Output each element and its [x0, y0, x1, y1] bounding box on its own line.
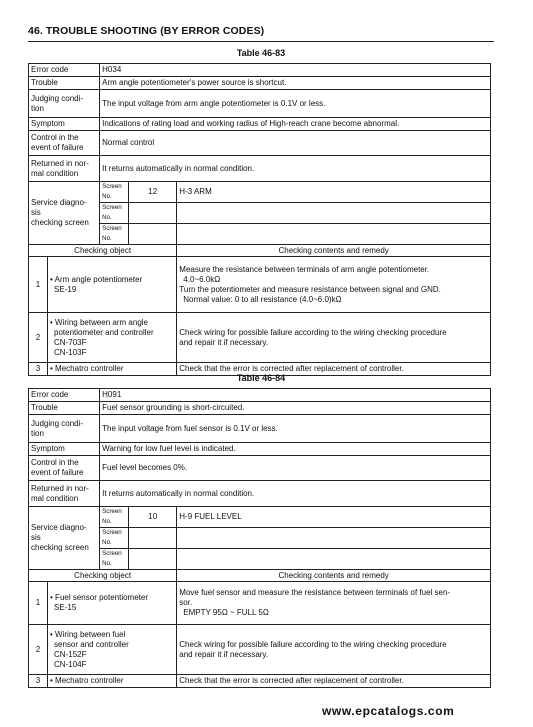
label-error-code: Error code	[29, 64, 100, 77]
screen-name-empty	[177, 203, 491, 224]
value-error-code: H091	[100, 389, 491, 402]
screen-name: H-3 ARM	[177, 182, 491, 203]
screen-number: 10	[129, 507, 177, 528]
label-control: Control in the event of failure	[29, 131, 100, 156]
check-row	[29, 675, 491, 688]
label-trouble: Trouble	[29, 77, 100, 90]
row-control	[29, 131, 491, 156]
checking-contents-header: Checking contents and remedy	[177, 570, 491, 582]
check-object: • Wiring between arm angle potentiometer and controller CN-703F CN-103F	[48, 313, 177, 363]
screen-number-empty	[129, 528, 177, 549]
label-returned: Returned in nor- mal condition	[29, 481, 100, 507]
row-symptom	[29, 118, 491, 131]
check-remedy: Check that the error is corrected after replacement of controller.	[177, 675, 491, 688]
error-table-2	[28, 388, 491, 688]
value-symptom: Indications of rating load and working radius of High-reach crane become abnormal.	[100, 118, 491, 131]
screen-name: H-9 FUEL LEVEL	[177, 507, 491, 528]
row-returned	[29, 156, 491, 182]
page-heading: 46. TROUBLE SHOOTING (BY ERROR CODES)	[28, 25, 265, 37]
check-remedy: Check that the error is corrected after replacement of controller.	[177, 363, 491, 376]
label-trouble: Trouble	[29, 402, 100, 415]
heading-rule	[28, 41, 494, 42]
check-row	[29, 625, 491, 675]
label-judging: Judging condi- tion	[29, 415, 100, 443]
row-trouble	[29, 77, 491, 90]
value-control: Fuel level becomes 0%.	[100, 456, 491, 481]
row-symptom	[29, 443, 491, 456]
check-row	[29, 313, 491, 363]
check-row	[29, 582, 491, 625]
row-error-code	[29, 64, 491, 77]
label-service: Service diagno- sis checking screen	[29, 182, 100, 245]
table-caption-2: Table 46-84	[236, 373, 286, 383]
screen-no-label: Screen No.	[100, 224, 129, 245]
value-trouble: Arm angle potentiometer's power source is shortcut.	[100, 77, 491, 90]
check-remedy: Check wiring for possible failure according to the wiring checking procedure and repair it if necessary.	[177, 625, 491, 675]
screen-name-empty	[177, 528, 491, 549]
label-returned: Returned in nor- mal condition	[29, 156, 100, 182]
row-judging	[29, 90, 491, 118]
row-control	[29, 456, 491, 481]
check-object: • Arm angle potentiometer SE-19	[48, 257, 177, 313]
screen-no-label: Screen No.	[100, 528, 129, 549]
check-number: 2	[29, 313, 48, 363]
screen-name-empty	[177, 549, 491, 570]
check-object: • Mechatro controller	[48, 675, 177, 688]
value-error-code: H034	[100, 64, 491, 77]
footer-watermark: www.epcatalogs.com	[322, 704, 455, 718]
value-judging: The input voltage from fuel sensor is 0.1V or less.	[100, 415, 491, 443]
row-service-1	[29, 507, 491, 528]
label-service: Service diagno- sis checking screen	[29, 507, 100, 570]
check-number: 2	[29, 625, 48, 675]
value-returned: It returns automatically in normal condition.	[100, 156, 491, 182]
screen-no-label: Screen No.	[100, 203, 129, 224]
check-object: • Wiring between fuel sensor and controller CN-152F CN-104F	[48, 625, 177, 675]
value-trouble: Fuel sensor grounding is short-circuited.	[100, 402, 491, 415]
check-number: 1	[29, 257, 48, 313]
check-number: 1	[29, 582, 48, 625]
checking-object-header: Checking object	[29, 570, 177, 582]
row-check-header	[29, 570, 491, 582]
check-remedy: Measure the resistance between terminals of arm angle potentiometer. 4.0~6.0kΩ Turn the potentiometer and measure resistance between signal and GND. Normal value: 0 to all resistance (4.0~6.0)kΩ	[177, 257, 491, 313]
error-table-1	[28, 63, 491, 376]
screen-no-label: Screen No.	[100, 182, 129, 203]
row-judging	[29, 415, 491, 443]
value-symptom: Warning for low fuel level is indicated.	[100, 443, 491, 456]
screen-number-empty	[129, 203, 177, 224]
label-control: Control in the event of failure	[29, 456, 100, 481]
label-judging: Judging condi- tion	[29, 90, 100, 118]
value-returned: It returns automatically in normal condition.	[100, 481, 491, 507]
check-remedy: Check wiring for possible failure according to the wiring checking procedure and repair it if necessary.	[177, 313, 491, 363]
value-judging: The input voltage from arm angle potentiometer is 0.1V or less.	[100, 90, 491, 118]
value-control: Normal control	[100, 131, 491, 156]
check-number: 3	[29, 675, 48, 688]
screen-number-empty	[129, 549, 177, 570]
row-check-header	[29, 245, 491, 257]
screen-no-label: Screen No.	[100, 507, 129, 528]
table-caption-1: Table 46-83	[236, 48, 286, 58]
screen-number-empty	[129, 224, 177, 245]
label-error-code: Error code	[29, 389, 100, 402]
check-remedy: Move fuel sensor and measure the resistance between terminals of fuel sen- sor. EMPTY 95Ω ~ FULL 5Ω	[177, 582, 491, 625]
row-service-1	[29, 182, 491, 203]
label-symptom: Symptom	[29, 118, 100, 131]
check-number: 3	[29, 363, 48, 376]
row-trouble	[29, 402, 491, 415]
check-row	[29, 257, 491, 313]
label-symptom: Symptom	[29, 443, 100, 456]
checking-contents-header: Checking contents and remedy	[177, 245, 491, 257]
checking-object-header: Checking object	[29, 245, 177, 257]
screen-number: 12	[129, 182, 177, 203]
check-object: • Mechatro controller	[48, 363, 177, 376]
check-object: • Fuel sensor potentiometer SE-15	[48, 582, 177, 625]
row-returned	[29, 481, 491, 507]
screen-name-empty	[177, 224, 491, 245]
screen-no-label: Screen No.	[100, 549, 129, 570]
row-error-code	[29, 389, 491, 402]
